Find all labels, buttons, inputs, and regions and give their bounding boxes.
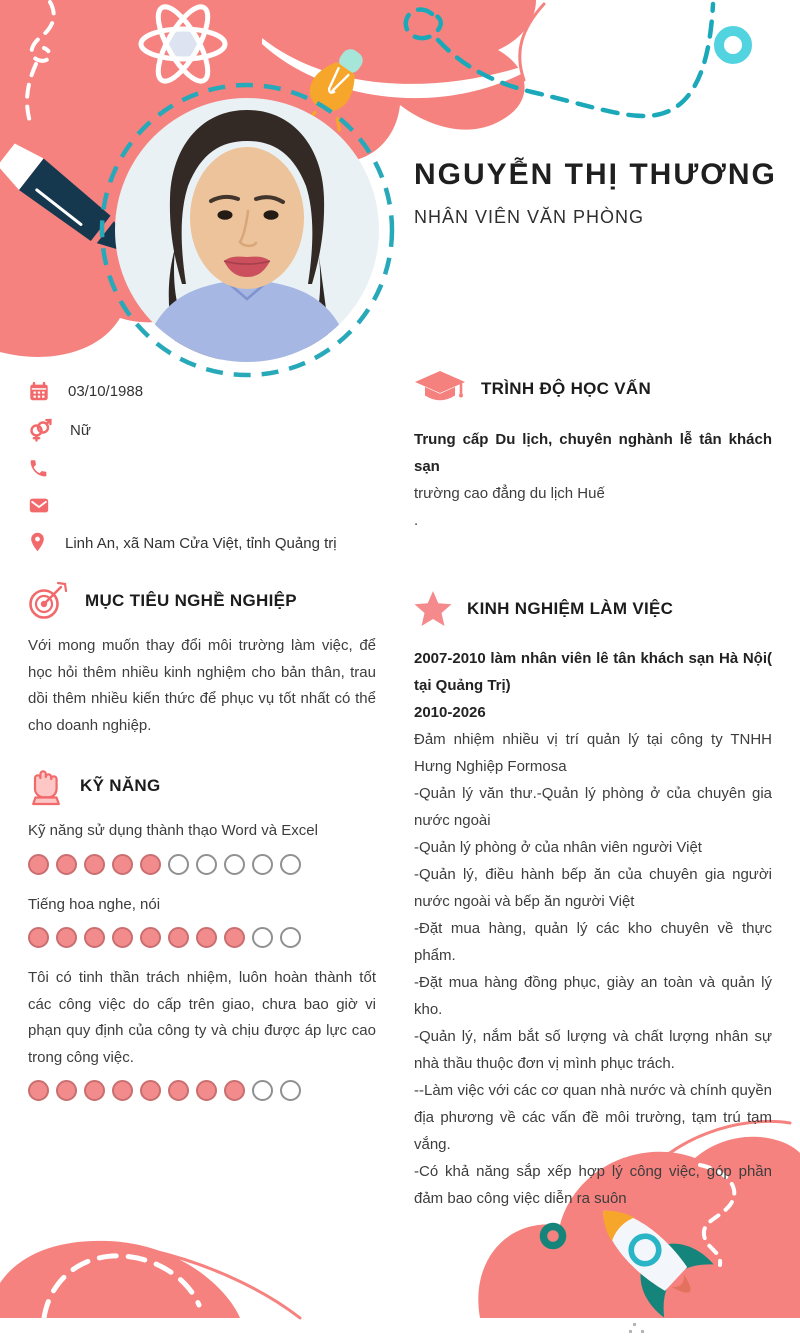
skill-item	[28, 818, 376, 875]
skill-item	[28, 892, 376, 949]
skill-label: Tiếng hoa nghe, nói	[28, 895, 161, 913]
experience-header	[414, 590, 772, 627]
skills-title: KỸ NĂNG	[80, 775, 161, 795]
address-value: Linh An, xã Nam Cửa Việt, tỉnh Quảng trị	[65, 534, 337, 552]
skill-dot	[280, 1080, 301, 1101]
education-title: TRÌNH ĐỘ HỌC VẤN	[481, 379, 652, 398]
job-title: NHÂN VIÊN VĂN PHÒNG	[414, 207, 645, 227]
text-line: Đảm nhiệm nhiều vị trí quản lý tại công ty TNHH Hưng Nghiệp Formosa	[414, 731, 772, 775]
hand-icon	[28, 765, 65, 806]
text-line: -Đặt mua hàng đồng phục, giày an toàn và quản lý kho.	[414, 974, 772, 1018]
location-icon	[28, 531, 47, 555]
phone-icon	[28, 458, 49, 479]
teal-ring	[719, 31, 747, 59]
skill-dot	[140, 854, 161, 875]
footer-marks	[629, 1323, 644, 1333]
right-column	[414, 370, 772, 1212]
skill-dot	[252, 1080, 273, 1101]
skill-dot	[56, 1080, 77, 1101]
profile-photo	[115, 98, 379, 362]
objective-text: Với mong muốn thay đổi môi trường làm việc, để học hỏi thêm nhiều kinh nghiệm cho bản thân, trau dồi thêm nhiều kiến thức để phục vụ tốt nhất có thể cho doanh nghiệp.	[28, 637, 376, 734]
skill-dot	[28, 1080, 49, 1101]
skill-dot	[280, 854, 301, 875]
profile-photo-area	[99, 82, 395, 378]
skill-dot	[28, 854, 49, 875]
skill-dot	[224, 1080, 245, 1101]
skill-dot	[84, 927, 105, 948]
objective-header	[28, 581, 376, 621]
text-line: 2007-2010 làm nhân viên lê tân khách sạn Hà Nội( tại Quảng Trị)	[414, 650, 772, 694]
calendar-icon	[28, 380, 50, 403]
skill-label: Kỹ năng sử dụng thành thạo Word và Excel	[28, 822, 318, 839]
text-line: --Làm việc với các cơ quan nhà nước và chính quyền địa phương về các vấn đề môi trường, tạm trú tạm vắng.	[414, 1082, 772, 1153]
skill-item	[28, 965, 376, 1101]
email-icon	[28, 496, 50, 515]
skill-dot	[140, 927, 161, 948]
skill-dot	[252, 854, 273, 875]
skill-dot	[224, 854, 245, 875]
skill-dot	[196, 854, 217, 875]
info-row-email	[28, 494, 376, 516]
page-title: NGUYỄN THỊ THƯƠNG	[414, 158, 777, 191]
skill-dot	[252, 927, 273, 948]
skill-dot	[28, 927, 49, 948]
text-line: -Quản lý, nắm bắt số lượng và chất lượng nhân sự nhà thầu thuộc đơn vị mình phục trách.	[414, 1028, 772, 1072]
skill-dot	[56, 854, 77, 875]
skill-dot	[112, 854, 133, 875]
skill-rating	[28, 927, 376, 948]
skill-rating	[28, 1080, 376, 1101]
header-block	[414, 158, 784, 228]
birthdate-value: 03/10/1988	[68, 383, 144, 400]
text-line: -Quản lý, điều hành bếp ăn của chuyên gia người nước ngoài và bếp ăn người Việt	[414, 866, 772, 910]
skill-dot	[168, 854, 189, 875]
text-line: -Quản lý phòng ở của nhân viên người Việt	[414, 839, 702, 856]
graduation-cap-icon	[414, 370, 466, 408]
skill-dot	[280, 927, 301, 948]
skill-dot	[168, 1080, 189, 1101]
info-row-gender	[28, 418, 376, 442]
text-line: -Quản lý văn thư.-Quản lý phòng ở của chuyên gia nước ngoài	[414, 785, 772, 829]
skill-dot	[56, 927, 77, 948]
skill-dot	[196, 927, 217, 948]
info-row-birthdate	[28, 380, 376, 403]
info-row-address	[28, 531, 376, 555]
skill-dot	[168, 927, 189, 948]
star-icon	[414, 590, 452, 627]
skill-rating	[28, 854, 376, 875]
skill-label: Tôi có tinh thần trách nhiệm, luôn hoàn thành tốt các công việc do cấp trên giao, chưa bao giờ vi phạn quy định của công ty và chịu được áp lực cao trong công việc.	[28, 969, 376, 1066]
text-line: Trung cấp Du lịch, chuyên nghành lễ tân khách sạn	[414, 431, 772, 475]
experience-lines	[414, 645, 772, 1212]
objective-title: MỤC TIÊU NGHỀ NGHIỆP	[85, 591, 297, 610]
skill-dot	[112, 1080, 133, 1101]
info-row-phone	[28, 457, 376, 479]
skills-header	[28, 765, 376, 806]
education-lines	[414, 426, 772, 534]
gender-icon	[28, 418, 52, 442]
skill-dot	[84, 854, 105, 875]
skill-dot	[224, 927, 245, 948]
experience-title: KINH NGHIỆM LÀM VIỆC	[467, 598, 674, 618]
text-line: -Đặt mua hàng, quản lý các kho chuyên về thực phẩm.	[414, 920, 772, 964]
text-line: 2010-2026	[414, 704, 486, 721]
text-line: -Có khả năng sắp xếp hợp lý công việc, góp phần đảm bao công việc diễn ra suôn	[414, 1163, 772, 1207]
skill-dot	[112, 927, 133, 948]
education-header	[414, 370, 772, 408]
coral-blob-left	[0, 1241, 240, 1318]
target-icon	[28, 581, 70, 621]
text-line: trường cao đẳng du lịch Huế	[414, 485, 605, 502]
text-line: .	[414, 512, 419, 529]
gender-value: Nữ	[70, 421, 91, 439]
left-column	[28, 380, 376, 1118]
skill-dot	[196, 1080, 217, 1101]
skill-dot	[84, 1080, 105, 1101]
skill-dot	[140, 1080, 161, 1101]
